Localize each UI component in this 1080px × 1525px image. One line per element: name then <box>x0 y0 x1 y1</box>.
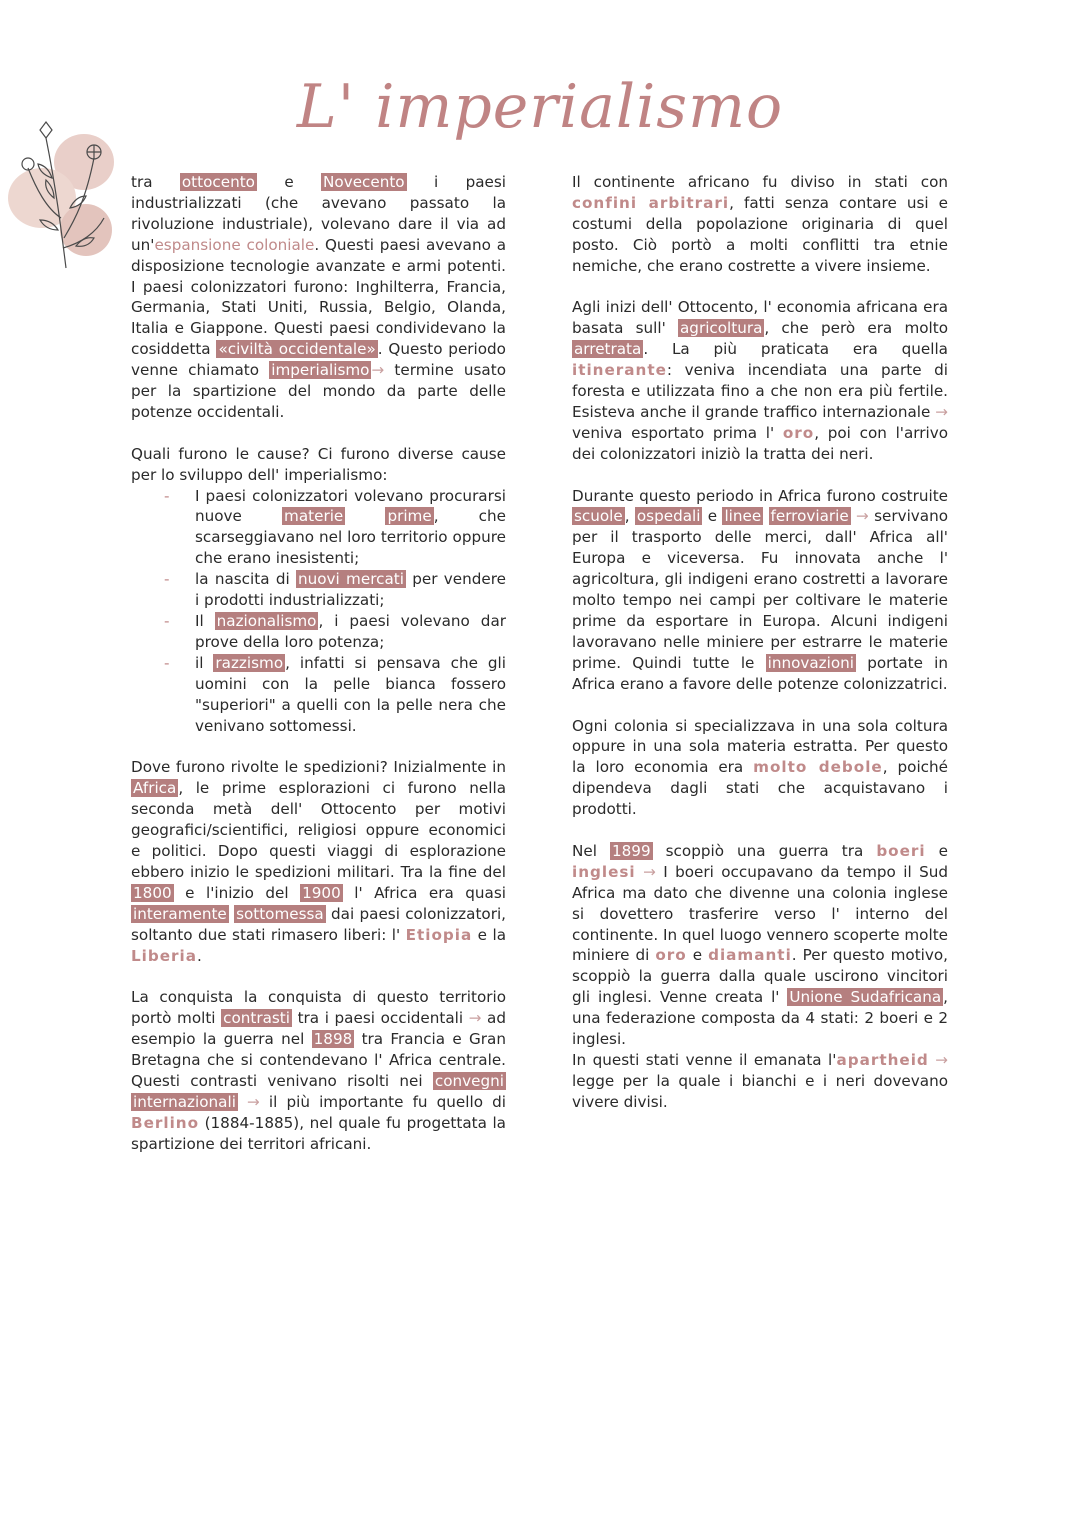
paragraph-apartheid: In questi stati venne il emanata l'apartheid → legge per la quale i bianchi e i neri dovevano vivere divisi. <box>572 1051 948 1111</box>
arrow-icon: → <box>371 361 385 380</box>
paragraph-intro: tra ottocento e Novecento i paesi industrializzati (che avevano passato la rivoluzione industriale), volevano dare il via ad un'espansione coloniale. Questi paesi avevano a disposizione tecnologie avanzate e armi potenti. I paesi colonizzatori furono: Inghilterra, Francia, Germania, Stati Uniti, Russia, Belgio, Olanda, Italia e Giappone. Questi paesi condividevano la cosiddetta «civiltà occidentale» . Questo periodo venne chiamato imperialismo → termine usato per la spartizione del mondo da parte delle potenze occidentali. <box>131 173 506 421</box>
arrow-icon: → <box>247 1092 260 1111</box>
paragraph-conquest: La conquista la conquista di questo territorio portò molti contrasti tra i paesi occidentali → ad esempio la guerra nel 1898 tra Francia e Gran Bretagna che si contendevano l' Africa centrale. Questi contrasti venivano risolti nei convegni internazionali → il più importante fu quello di Berlino (1884-1885), nel quale fu progettata la spartizione dei territori africani. <box>131 988 507 1153</box>
paragraph-borders: Il continente africano fu diviso in stati con confini arbitrari, fatti senza contare usi e costumi della popolazione originaria di quel posto. Ciò portò a molti conflitti tra etnie nemiche, che erano costrette a vivere insieme. <box>572 173 948 275</box>
right-column <box>572 172 948 1113</box>
arrow-icon: → <box>856 507 869 526</box>
highlight-term: «civiltà occidentale» <box>218 340 376 359</box>
arrow-icon: → <box>643 862 656 881</box>
flower-decoration-icon <box>6 118 116 278</box>
colored-term: espansione coloniale <box>154 235 315 254</box>
paragraph-boer-war: Nel 1899 scoppiò una guerra tra boeri e inglesi → I boeri occupavano da tempo il Sud Africa ma dato che divenne una colonia inglese si dovettero trasferire verso l' interno del continente. In quel luogo vennero scoperte molte miniere di oro e diamanti. Per questo motivo, scoppiò la guerra dalla quale uscirono vincitori gli inglesi. Venne creata l' Unione Sudafricana , una federazione composta da 4 stati: 2 boeri e 2 inglesi. <box>572 841 949 1049</box>
arrow-icon: → <box>468 1009 482 1028</box>
paragraph-infrastructure: Durante questo periodo in Africa furono costruite scuole , ospedali e linee ferroviarie → servivano per il trasporto delle merci, dall' Africa all' Europa e viceversa. Fu innovata anche l' agricoltura, gli indigeni erano costretti a lavorare molto tempo nei campi per coltivare le materie prime da esportare in Europa. Alcuni indigeni lavoravano nelle miniere per estrarre le materie prime. Quindi tutte le innovazioni portate in Africa erano a favore delle potenze colonizzatrici. <box>572 486 948 693</box>
highlight-term: Novecento <box>323 173 405 191</box>
highlight-term: ottocento <box>181 173 255 191</box>
arrow-icon: → <box>935 1051 948 1069</box>
causes-list <box>131 486 506 737</box>
paragraph-expeditions: Dove furono rivolte le spedizioni? Inizialmente in Africa , le prime esplorazioni ci furono nella seconda metà dell' Ottocento per motivi geografici/scientifici, religiosi oppure economici e politici. Dopo questi viaggi di esplorazione ebbero inizio le spedizioni militari. Tra la fine del 1800 e l'inizio del 1900 l' Africa era quasi interamente sottomessa dai paesi colonizzatori, soltanto due stati rimasero liberi: l' Etiopia e la Liberia. <box>131 758 506 965</box>
paragraph-colonies: Ogni colonia si specializzava in una sola coltura oppure in una sola materia estratta. Per questo la loro economia era molto debole, poiché dipendeva dagli stati che acquistavano i prodotti. <box>572 716 948 819</box>
list-item: - la nascita di nuovi mercati per vendere i prodotti industrializzati; <box>164 570 506 610</box>
list-item: - Il nazionalismo , i paesi volevano dar prove della loro potenza; <box>164 612 506 651</box>
paragraph-economy: Agli inizi dell' Ottocento, l' economia africana era basata sull' agricoltura , che però era molto arretrata . La più praticata era quella itinerante: veniva incendiata una parte di foresta e utilizzata fino a che non era più fertile. Esisteva anche il grande traffico internazionale → veniva esportato prima l' oro, poi con l'arrivo dei colonizzatori iniziò la tratta dei neri. <box>572 298 948 463</box>
page-title: L' imperialismo <box>296 72 784 142</box>
list-item: - il razzismo , infatti si pensava che gli uomini con la pelle bianca fossero "superiori" a quelli con la pelle nera che venivano sottomessi. <box>164 653 506 735</box>
paragraph-causes-intro: Quali furono le cause? Ci furono diverse cause per lo sviluppo dell' imperialismo: <box>131 444 506 484</box>
arrow-icon: → <box>935 402 948 421</box>
highlight-term: imperialismo <box>271 361 370 380</box>
list-item: - I paesi colonizzatori volevano procurarsi nuove materie prime , che scarseggiavano nel loro territorio oppure che erano inesistenti; <box>164 486 507 568</box>
left-column <box>131 172 506 1175</box>
